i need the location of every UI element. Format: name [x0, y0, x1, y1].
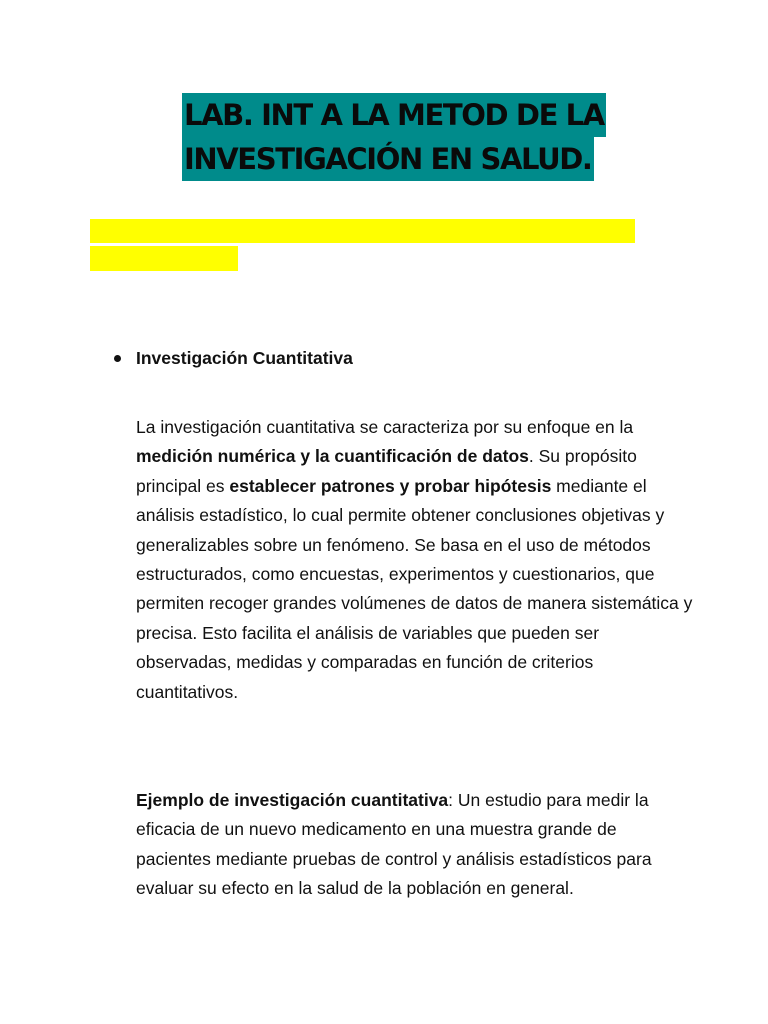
bold-phrase: establecer patrones y probar hipótesis [229, 475, 552, 496]
bold-phrase: medición numérica y la cuantificación de datos [136, 446, 529, 467]
definition-paragraph [136, 413, 696, 707]
title-line-1: LAB. INT A LA METOD DE LA [182, 93, 606, 137]
title-line-2: INVESTIGACIÓN EN SALUD. [182, 137, 594, 181]
bullet-item [114, 346, 353, 370]
paragraph-text: mediante el análisis estadístico, lo cual permite obtener conclusiones objetivas y generalizables sobre un fenómeno. Se basa en el uso de métodos estructurados, como encuestas, experimentos y cuestionarios, que permiten recoger grandes volúmenes de datos de manera sistemática y precisa. Esto facilita el análisis de variables que pueden ser observadas, medidas y comparadas en función de criterios cuantitativos. [136, 475, 693, 702]
paragraph-text: . Su propósito principal es [136, 446, 637, 496]
section-heading: Investigación Cuantitativa [136, 348, 353, 368]
document-title [182, 93, 604, 181]
paragraph-text: La investigación cuantitativa se caracteriza por su enfoque en la [136, 417, 634, 437]
yellow-highlight-bar-1 [90, 219, 635, 243]
paragraph-text: : Un estudio para medir la eficacia de un nuevo medicamento en una muestra grande de pacientes mediante pruebas de control y análisis estadísticos para evaluar su efecto en la salud de la población en general. [136, 790, 652, 899]
example-label: Ejemplo de investigación cuantitativa [136, 790, 449, 810]
bullet-dot-icon [114, 355, 121, 362]
example-paragraph [136, 786, 696, 904]
yellow-highlight-bar-2 [90, 246, 238, 271]
